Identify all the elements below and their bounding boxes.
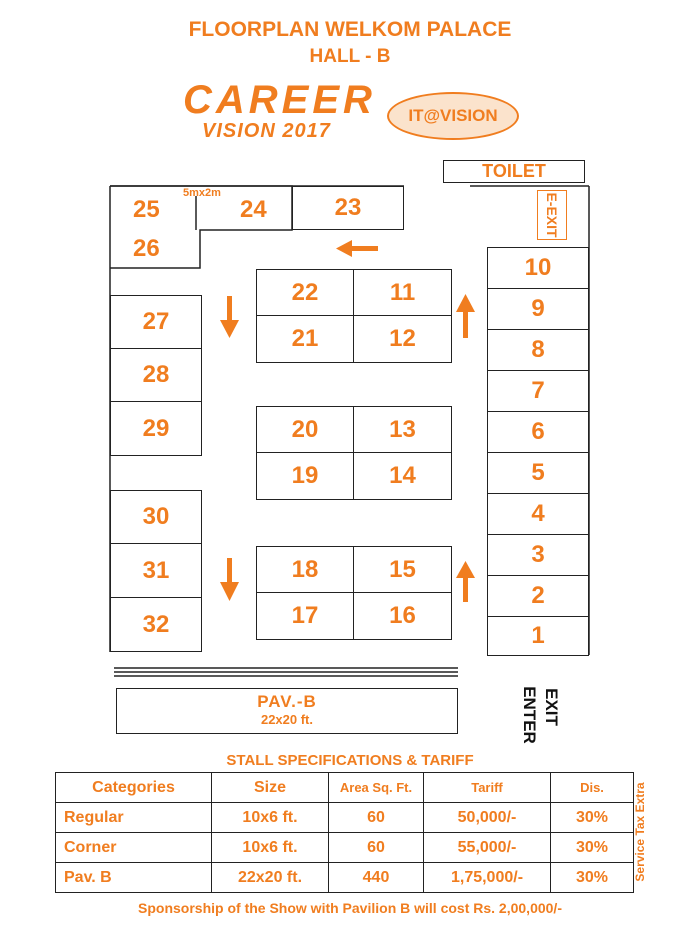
stall-7[interactable]: 7 — [487, 370, 589, 412]
down-arrow-icon — [220, 320, 239, 338]
stall-4[interactable]: 4 — [487, 493, 589, 535]
cell-category: Corner — [56, 833, 212, 863]
vision-logo-text: VISION 2017 — [202, 120, 331, 142]
down-arrow-icon — [220, 582, 239, 601]
stall-18[interactable]: 18 — [256, 546, 354, 593]
cell-category: Regular — [56, 803, 212, 833]
itvision-logo: IT@VISION — [387, 92, 519, 140]
stall-31[interactable]: 31 — [110, 543, 202, 598]
cell-size: 10x6 ft. — [212, 803, 329, 833]
stall-25[interactable]: 25 — [133, 196, 160, 223]
exit-label: EXIT — [541, 688, 561, 726]
toilet-box: TOILET — [443, 160, 585, 183]
stall-10[interactable]: 10 — [487, 247, 589, 289]
stall-19[interactable]: 19 — [256, 452, 354, 500]
pavilion-b[interactable] — [116, 688, 458, 734]
cell-tariff: 1,75,000/- — [424, 863, 551, 893]
up-arrow-icon — [456, 294, 475, 312]
stall-27[interactable]: 27 — [110, 295, 202, 349]
cell-size: 22x20 ft. — [212, 863, 329, 893]
pavilion-name: PAV.-B — [257, 692, 317, 711]
stall-14[interactable]: 14 — [353, 452, 452, 500]
stall-13[interactable]: 13 — [353, 406, 452, 453]
stall-20[interactable]: 20 — [256, 406, 354, 453]
specs-heading: STALL SPECIFICATIONS & TARIFF — [226, 752, 474, 769]
size-note: 5mx2m — [183, 187, 221, 199]
header-categories: Categories — [56, 773, 212, 803]
stall-5[interactable]: 5 — [487, 452, 589, 494]
stall-16[interactable]: 16 — [353, 592, 452, 640]
up-arrow-icon — [456, 561, 475, 578]
cell-tariff: 55,000/- — [424, 833, 551, 863]
header-area: Area Sq. Ft. — [329, 773, 424, 803]
hall-label: HALL - B — [309, 46, 391, 67]
pavilion-size: 22x20 ft. — [260, 712, 314, 727]
stall-2[interactable]: 2 — [487, 575, 589, 617]
service-tax-note: Service Tax Extra — [633, 782, 647, 882]
table-row — [56, 803, 634, 833]
career-logo-text: CAREER — [183, 78, 376, 122]
left-arrow-shaft — [350, 246, 378, 251]
cell-discount: 30% — [551, 833, 634, 863]
cell-discount: 30% — [551, 863, 634, 893]
stall-6[interactable]: 6 — [487, 411, 589, 453]
left-arrow-head — [336, 240, 352, 257]
cell-tariff: 50,000/- — [424, 803, 551, 833]
cell-size: 10x6 ft. — [212, 833, 329, 863]
page-title: FLOORPLAN WELKOM PALACE — [188, 18, 512, 41]
stall-17[interactable]: 17 — [256, 592, 354, 640]
stall-11[interactable]: 11 — [353, 269, 452, 316]
stall-32[interactable]: 32 — [110, 597, 202, 652]
tariff-table — [55, 772, 634, 893]
stall-15[interactable]: 15 — [353, 546, 452, 593]
cell-category: Pav. B — [56, 863, 212, 893]
stall-12[interactable]: 12 — [353, 315, 452, 363]
stall-1[interactable]: 1 — [487, 616, 589, 656]
table-row — [56, 833, 634, 863]
stall-29[interactable]: 29 — [110, 401, 202, 456]
stall-9[interactable]: 9 — [487, 288, 589, 330]
stall-8[interactable]: 8 — [487, 329, 589, 371]
stall-3[interactable]: 3 — [487, 534, 589, 576]
header-tariff: Tariff — [424, 773, 551, 803]
cell-discount: 30% — [551, 803, 634, 833]
stall-23[interactable]: 23 — [292, 186, 404, 230]
stall-28[interactable]: 28 — [110, 348, 202, 402]
stall-21[interactable]: 21 — [256, 315, 354, 363]
table-header-row — [56, 773, 634, 803]
header-discount: Dis. — [551, 773, 634, 803]
stall-22[interactable]: 22 — [256, 269, 354, 316]
e-exit-label: E-EXIT — [544, 192, 560, 238]
stall-30[interactable]: 30 — [110, 490, 202, 544]
stall-26[interactable]: 26 — [133, 235, 160, 262]
sponsorship-note: Sponsorship of the Show with Pavilion B will cost Rs. 2,00,000/- — [138, 900, 562, 916]
table-row — [56, 863, 634, 893]
cell-area: 440 — [329, 863, 424, 893]
e-exit-sign — [537, 190, 567, 240]
enter-label: ENTER — [519, 686, 539, 744]
cell-area: 60 — [329, 803, 424, 833]
cell-area: 60 — [329, 833, 424, 863]
header-size: Size — [212, 773, 329, 803]
stall-24[interactable]: 24 — [240, 196, 267, 223]
